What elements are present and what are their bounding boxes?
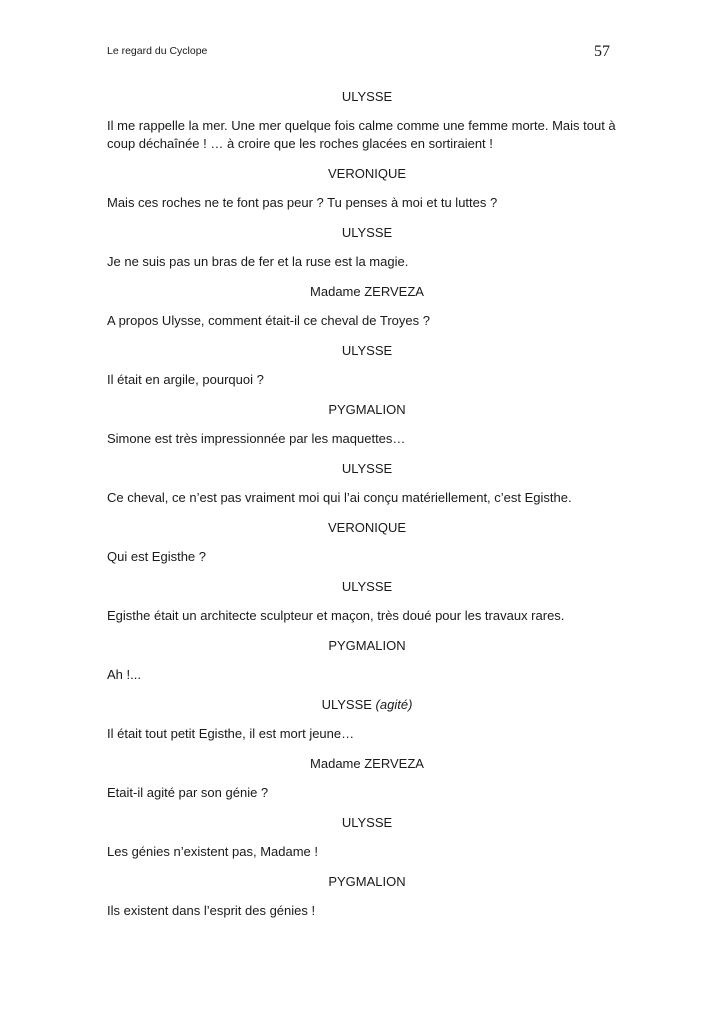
speaker-name: ULYSSE [341, 815, 393, 830]
dialogue-line: Ce cheval, ce n’est pas vraiment moi qui l’ai conçu matériellement, c’est Egisthe. [107, 490, 572, 505]
dialogue-line: Il me rappelle la mer. Une mer quelque fois calme comme une femme morte. Mais tout à coup déchaînée ! … à croire que les roches glacées en sortiraient ! [107, 118, 616, 151]
speaker-name: ULYSSE [341, 89, 393, 104]
speaker-name: ULYSSE [341, 225, 393, 240]
speaker-name: ULYSSE [341, 579, 393, 594]
dialogue-line: Il était en argile, pourquoi ? [107, 372, 264, 387]
dialogue-line: Ils existent dans l’esprit des génies ! [107, 903, 316, 918]
speaker-name: VERONIQUE [327, 520, 406, 535]
dialogue-line: Les génies n’existent pas, Madame ! [107, 844, 319, 859]
speaker-name: ULYSSE [321, 697, 372, 712]
page-number: 57 [594, 43, 610, 60]
speaker-name: PYGMALION [328, 402, 406, 417]
dialogue-line: Egisthe était un architecte sculpteur et maçon, très doué pour les travaux rares. [107, 608, 565, 623]
speaker-with-stage-direction [107, 696, 627, 713]
speaker-name: ULYSSE [341, 461, 393, 476]
dialogue-line: Il était tout petit Egisthe, il est mort jeune… [107, 726, 355, 741]
speaker-name: PYGMALION [328, 874, 406, 889]
speaker-name: PYGMALION [328, 638, 406, 653]
stage-direction: (agité) [375, 697, 413, 712]
speaker-name: Madame ZERVEZA [310, 284, 424, 299]
running-title: Le regard du Cyclope [107, 45, 208, 57]
speaker-name: VERONIQUE [327, 166, 406, 181]
dialogue-line: Simone est très impressionnée par les maquettes… [107, 431, 406, 446]
dialogue-line: Mais ces roches ne te font pas peur ? Tu penses à moi et tu luttes ? [107, 195, 498, 210]
dialogue-line: Je ne suis pas un bras de fer et la ruse est la magie. [107, 254, 409, 269]
play-script [107, 88, 627, 932]
dialogue-line: Qui est Egisthe ? [107, 549, 206, 564]
dialogue-line: Ah !... [107, 667, 141, 682]
dialogue-line: A propos Ulysse, comment était-il ce cheval de Troyes ? [107, 313, 430, 328]
speaker-name: Madame ZERVEZA [310, 756, 424, 771]
dialogue-line: Etait-il agité par son génie ? [107, 785, 269, 800]
speaker-name: ULYSSE [341, 343, 393, 358]
